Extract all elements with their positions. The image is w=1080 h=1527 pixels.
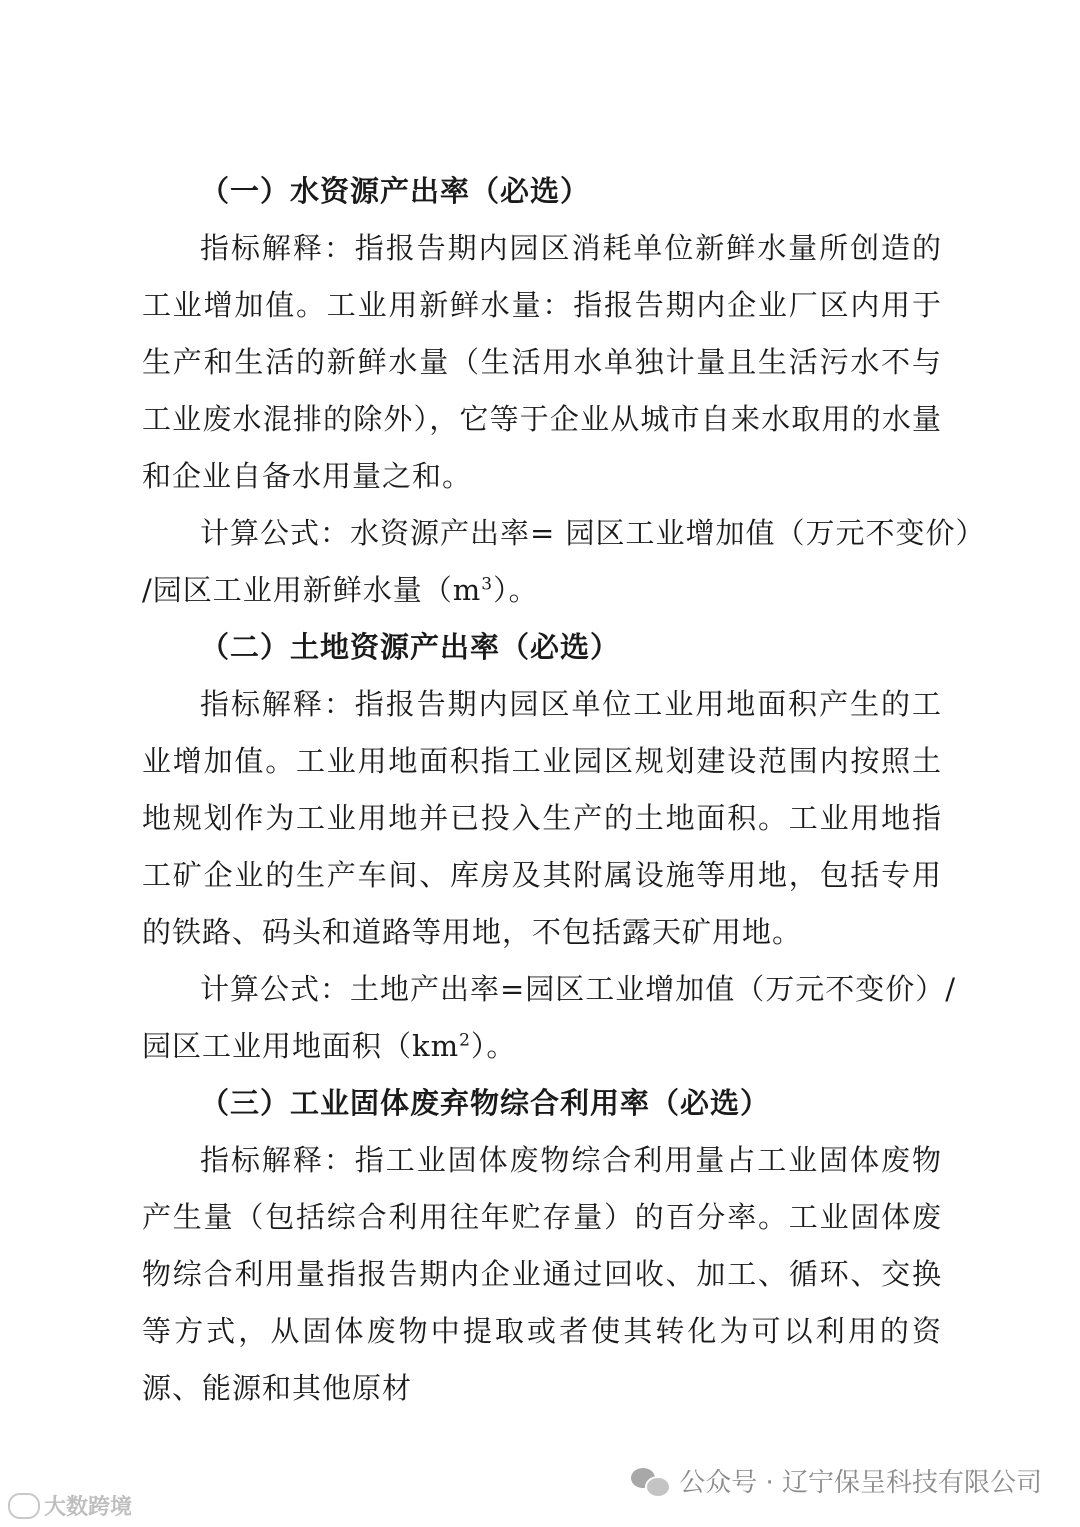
formula-line: 计算公式：水资源产出率= 园区工业增加值（万元不变价） (200, 516, 986, 550)
section-heading: （三）工业固体废弃物综合利用率（必选） (200, 1086, 771, 1120)
document-page (142, 163, 986, 1417)
section-heading: （一）水资源产出率（必选） (200, 174, 591, 208)
watermark (8, 1490, 132, 1521)
formula-end: ）。 (470, 1029, 517, 1063)
wechat-source-label (631, 1462, 1042, 1499)
unit-exponent: 3 (481, 574, 494, 595)
wechat-icon (631, 1466, 669, 1496)
watermark-logo-icon (8, 1493, 40, 1519)
watermark-text: 大数跨境 (44, 1495, 133, 1520)
indicator-explanation: 指标解释：指报告期内园区单位工业用地面积产生的工业增加值。工业用地面积指工业园区规划建设范围内按照土地规划作为工业用地并已投入生产的土地面积。工业用地指工矿企业的生产车间、库房及其附属设施等用地，包括专用的铁路、码头和道路等用地，不包括露天矿用地。 (142, 687, 942, 949)
section-heading: （二）土地资源产出率（必选） (200, 630, 621, 664)
formula-text: /园区工业用新鲜水量（m (142, 573, 482, 607)
formula-end: ）。 (493, 573, 539, 607)
formula-line-continuation (142, 562, 942, 619)
unit-exponent: 2 (459, 1030, 471, 1051)
indicator-explanation: 指标解释：指工业固体废物综合利用量占工业固体废物产生量（包括综合利用往年贮存量）的百分率。工业固体废物综合利用量指报告期内企业通过回收、加工、循环、交换等方式，从固体废物中提取或者使其转化为可以利用的资源、能源和其他原材 (142, 1143, 942, 1405)
formula-line: 计算公式：土地产出率=园区工业增加值（万元不变价）/ (200, 972, 957, 1006)
source-text: 公众号 · 辽宁保呈科技有限公司 (679, 1468, 1042, 1498)
formula-line-continuation (142, 1018, 942, 1075)
indicator-explanation: 指标解释：指报告期内园区消耗单位新鲜水量所创造的工业增加值。工业用新鲜水量：指报告期内企业厂区内用于生产和生活的新鲜水量（生活用水单独计量且生活污水不与工业废水混排的除外），它等于企业从城市自来水取用的水量和企业自备水用量之和。 (142, 231, 942, 493)
formula-text: 园区工业用地面积（km (142, 1029, 460, 1063)
